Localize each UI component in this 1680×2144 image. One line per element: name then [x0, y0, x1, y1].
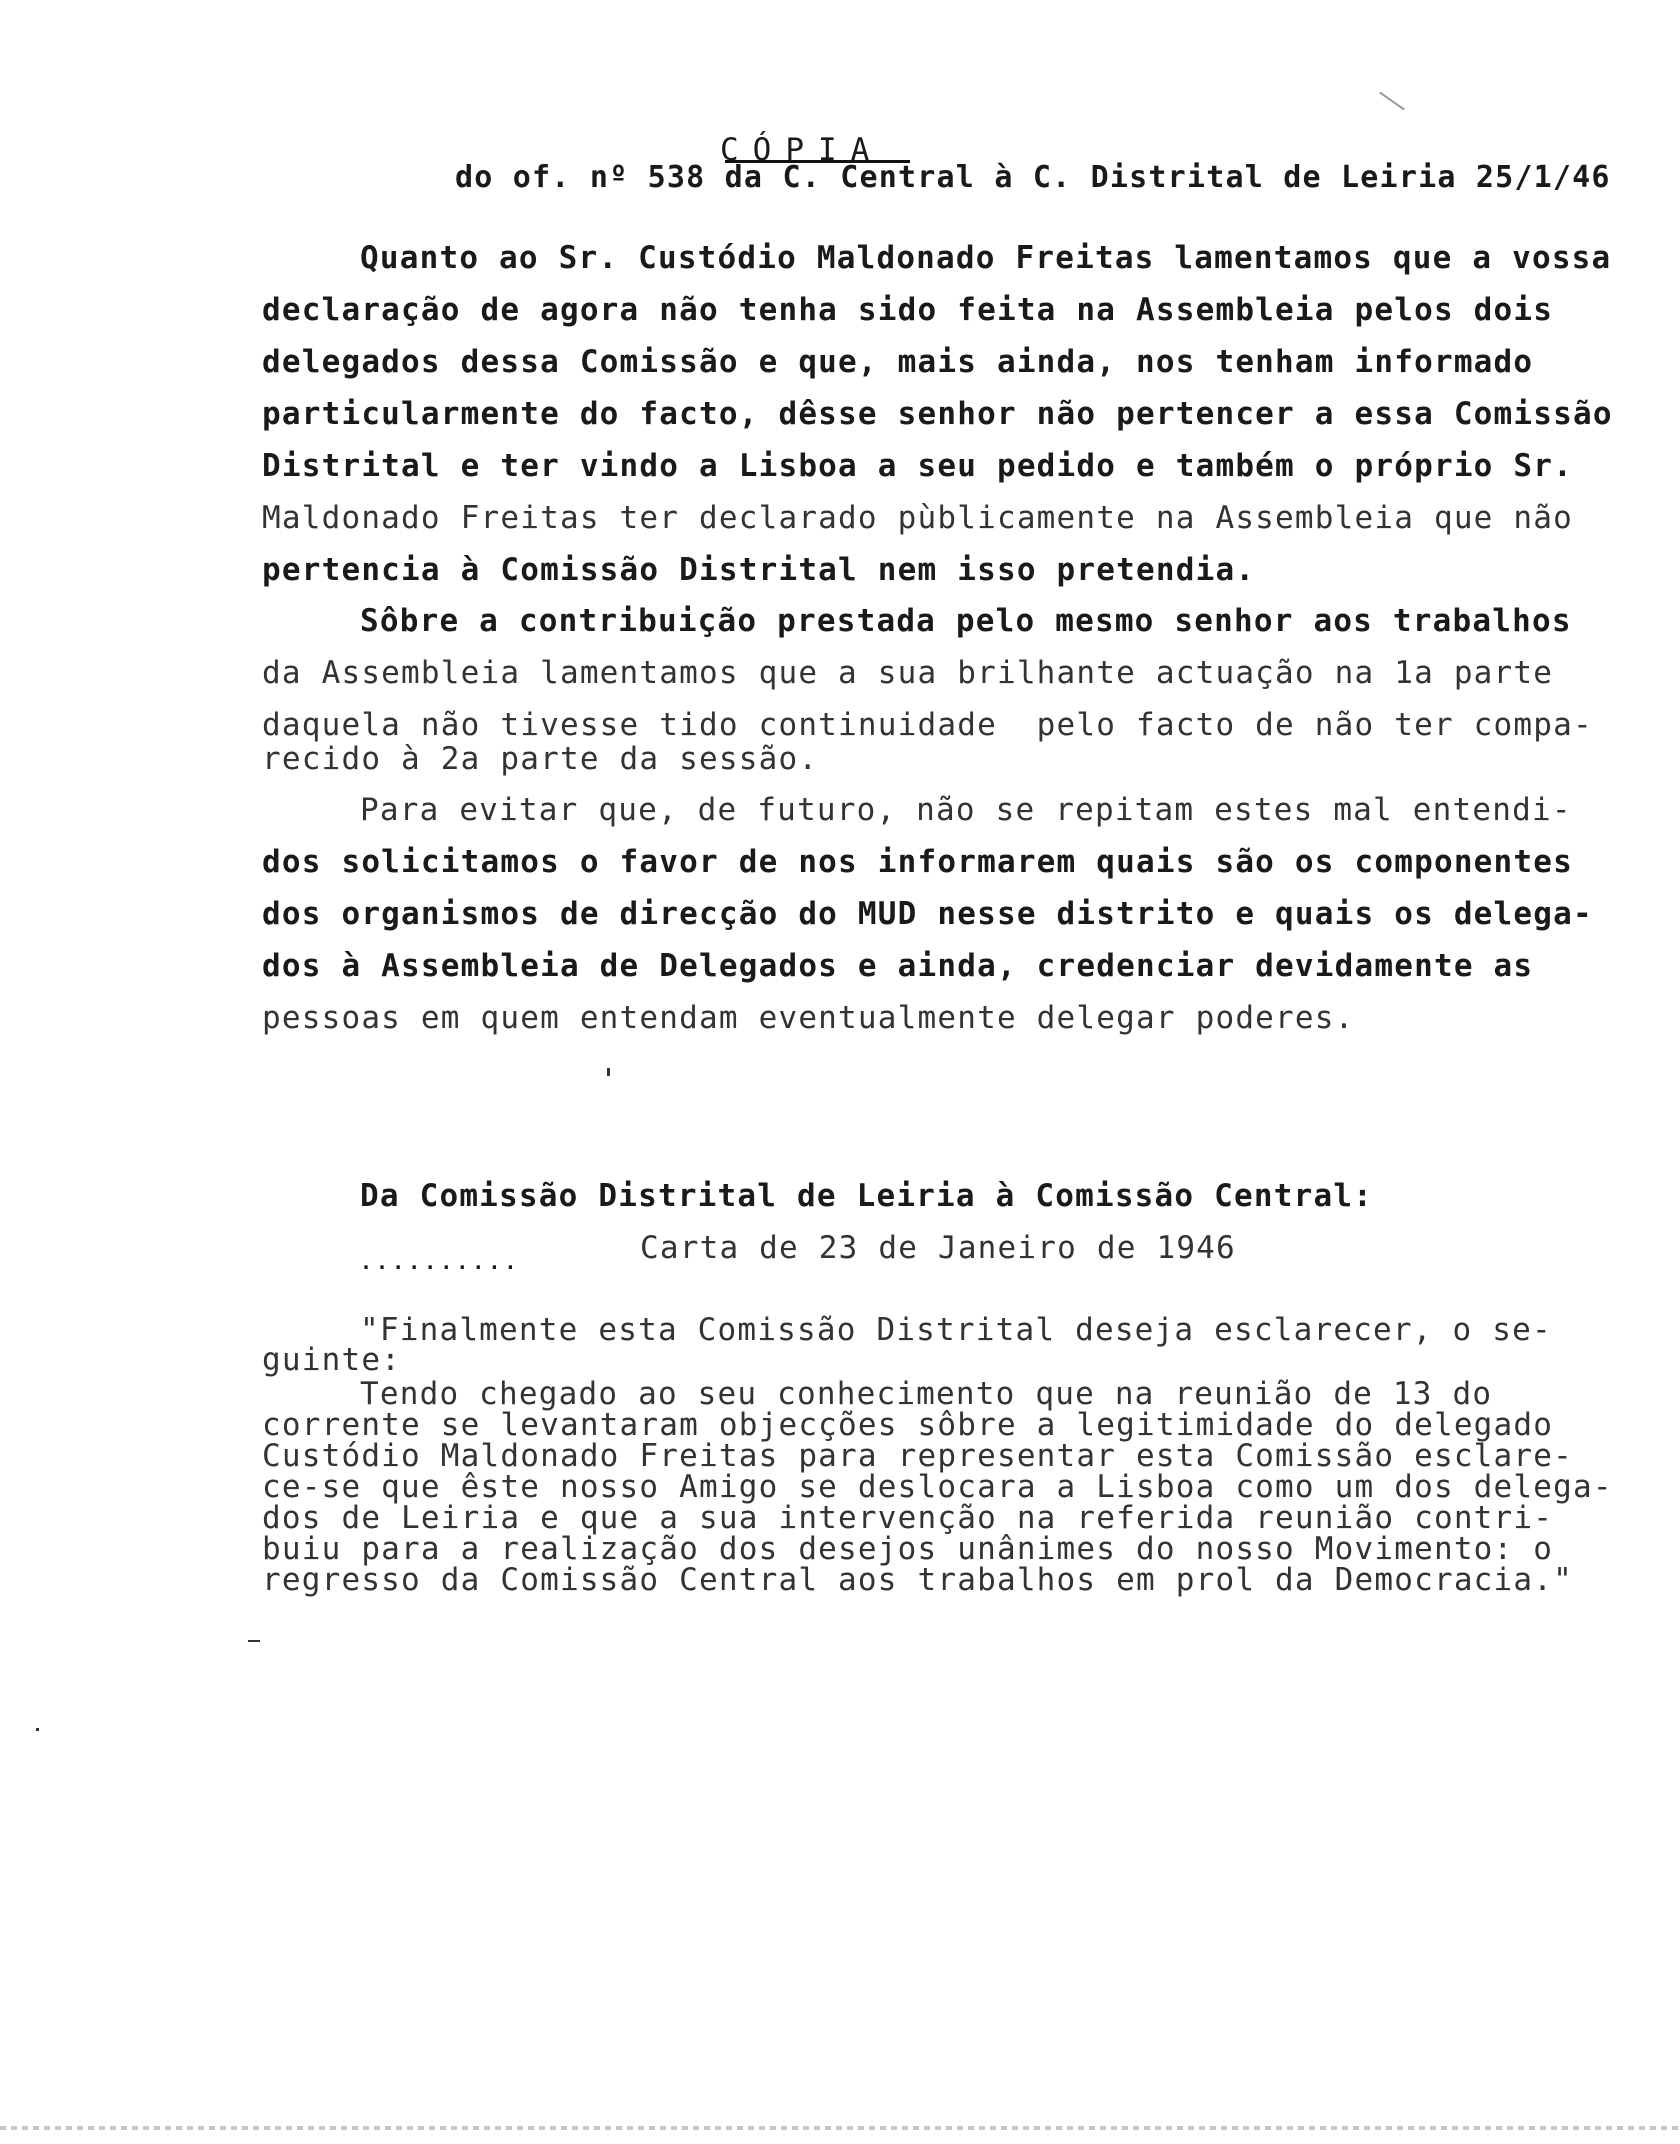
paragraph-line: dos à Assembleia de Delegados e ainda, credenciar devidamente as	[262, 948, 1534, 984]
paragraph-line: particularmente do facto, dêsse senhor não pertencer a essa Comissão	[262, 396, 1613, 432]
scan-edge-artifact	[0, 2126, 1680, 2130]
quote-line: regresso da Comissão Central aos trabalhos em prol da Democracia."	[262, 1562, 1573, 1598]
letter-date: Carta de 23 de Janeiro de 1946	[640, 1230, 1236, 1266]
quote-line: Custódio Maldonado Freitas para representar esta Comissão esclare-	[262, 1438, 1573, 1474]
quote-line: corrente se levantaram objecções sôbre a legitimidade do delegado	[262, 1407, 1554, 1443]
reference-line: do of. nº 538 da C. Central à C. Distrital de Leiria 25/1/46	[455, 160, 1611, 195]
stray-mark	[607, 1068, 610, 1076]
quote-line: ce-se que êste nosso Amigo se deslocara a Lisboa como um dos delega-	[262, 1469, 1613, 1505]
paragraph-line: Sôbre a contribuição prestada pelo mesmo senhor aos trabalhos	[360, 603, 1572, 639]
paragraph-line: recido à 2a parte da sessão.	[262, 741, 819, 777]
copia-stamp: CÓPIA	[720, 132, 884, 168]
quote-line: buiu para a realização dos desejos unânimes do nosso Movimento: o	[262, 1531, 1554, 1567]
quote-line: dos de Leiria e que a sua intervenção na referida reunião contri-	[262, 1500, 1554, 1536]
section-heading: Da Comissão Distrital de Leiria à Comissão Central:	[360, 1178, 1374, 1214]
stray-mark	[36, 1728, 39, 1731]
paragraph-line: pessoas em quem entendam eventualmente delegar poderes.	[262, 1000, 1355, 1036]
paragraph-line: Para evitar que, de futuro, não se repitam estes mal entendi-	[360, 792, 1572, 828]
quote-line: "Finalmente esta Comissão Distrital deseja esclarecer, o se-	[360, 1312, 1552, 1348]
paragraph-line: da Assembleia lamentamos que a sua brilhante actuação na 1a parte	[262, 655, 1554, 691]
paragraph-line: delegados dessa Comissão e que, mais ainda, nos tenham informado	[262, 344, 1534, 380]
stray-mark	[248, 1640, 260, 1642]
paragraph-line: Maldonado Freitas ter declarado pùblicamente na Assembleia que não	[262, 500, 1573, 536]
paragraph-line: dos solicitamos o favor de nos informarem quais são os componentes	[262, 844, 1573, 880]
paragraph-line: daquela não tivesse tido continuidade pelo facto de não ter compa-	[262, 707, 1593, 743]
quote-line: Tendo chegado ao seu conhecimento que na reunião de 13 do	[360, 1376, 1493, 1412]
paragraph-line: pertencia à Comissão Distrital nem isso pretendia.	[262, 552, 1256, 588]
paragraph-line: dos organismos de direcção do MUD nesse distrito e quais os delega-	[262, 896, 1593, 932]
paragraph-line: Quanto ao Sr. Custódio Maldonado Freitas lamentamos que a vossa	[360, 240, 1612, 276]
stray-mark	[1379, 92, 1405, 111]
quote-line: guinte:	[262, 1342, 402, 1378]
paragraph-line: declaração de agora não tenha sido feita na Assembleia pelos dois	[262, 292, 1554, 328]
ellipsis-dots: ..........	[360, 1250, 521, 1274]
paragraph-line: Distrital e ter vindo a Lisboa a seu pedido e também o próprio Sr.	[262, 448, 1573, 484]
